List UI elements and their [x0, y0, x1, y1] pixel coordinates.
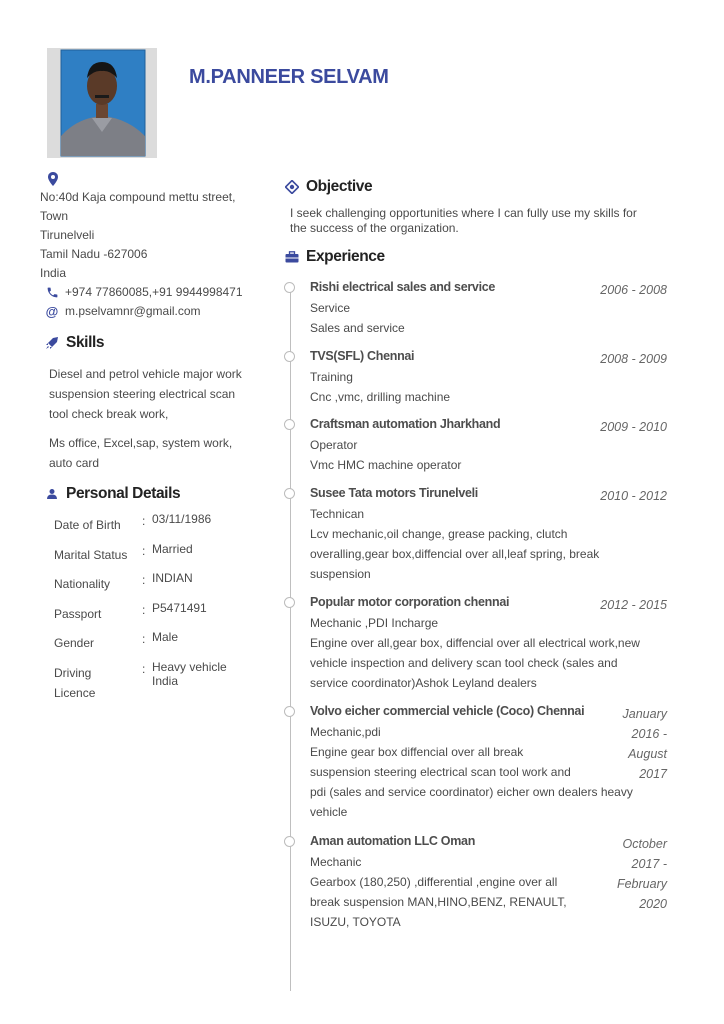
- experience-heading: Experience: [284, 248, 385, 266]
- address-line: No:40d Kaja compound mettu street,: [40, 190, 236, 204]
- address-line: Tamil Nadu -627006: [40, 247, 148, 261]
- timeline-dot: [284, 836, 295, 847]
- job-date: January 2016 - August 2017: [622, 707, 667, 781]
- job-date: 2012 - 2015: [600, 598, 667, 612]
- detail-row: [54, 571, 264, 601]
- skills-heading: Skills: [44, 334, 104, 352]
- job-title: Popular motor corporation chennai: [310, 595, 510, 609]
- timeline-line: [290, 283, 291, 991]
- detail-row: [54, 542, 264, 572]
- address-line: Town: [40, 209, 69, 223]
- email-text: m.pselvamnr@gmail.com: [65, 304, 201, 318]
- job-date: 2009 - 2010: [600, 420, 667, 434]
- detail-row: [54, 630, 264, 660]
- job-description: Mechanic Gearbox (180,250) ,differential ,engine over all break suspension MAN,HINO,BENZ, RENAULT, ISUZU, TOYOTA: [310, 855, 567, 929]
- timeline-dot: [284, 419, 295, 430]
- detail-colon: :: [142, 573, 146, 587]
- detail-label: Nationality: [54, 577, 111, 591]
- detail-value: P5471491: [152, 600, 207, 615]
- job-description: Operator Vmc HMC machine operator: [310, 438, 462, 472]
- address-line: Tirunelveli: [40, 228, 95, 242]
- phone-icon: [44, 285, 60, 301]
- detail-value: Married: [152, 541, 193, 556]
- rocket-icon: [44, 335, 60, 351]
- detail-label: Date of Birth: [54, 518, 121, 532]
- user-icon: [44, 486, 60, 502]
- job-title: Craftsman automation Jharkhand: [310, 417, 501, 431]
- timeline-dot: [284, 706, 295, 717]
- personal-details-table: [54, 512, 264, 704]
- at-sign-icon: @: [45, 304, 59, 319]
- job-date: 2006 - 2008: [600, 283, 667, 297]
- detail-row: [54, 601, 264, 631]
- timeline-dot: [284, 282, 295, 293]
- job-title: Rishi electrical sales and service: [310, 280, 496, 294]
- detail-value: 03/11/1986: [152, 512, 212, 526]
- job-description: Training Cnc ,vmc, drilling machine: [310, 370, 451, 404]
- detail-value: INDIAN: [152, 571, 193, 585]
- timeline-dot: [284, 597, 295, 608]
- detail-colon: :: [142, 543, 146, 558]
- detail-colon: :: [142, 661, 146, 676]
- job-date: 2008 - 2009: [600, 352, 667, 366]
- job-description: Technican Lcv mechanic,oil change, grease packing, clutch overalling,gear box,diffencial over all,leaf spring, break suspension: [310, 507, 600, 581]
- timeline-dot: [284, 488, 295, 499]
- objective-heading: Objective: [284, 178, 372, 196]
- objective-text: I seek challenging opportunities where I can fully use my skills for the success of the organization.: [290, 206, 637, 235]
- detail-colon: :: [142, 632, 146, 646]
- email-row: [44, 302, 262, 321]
- detail-label: Driving Licence: [54, 665, 96, 700]
- job-title: TVS(SFL) Chennai: [310, 349, 415, 363]
- skill-item: Ms office, Excel,sap, system work, auto card: [49, 436, 233, 470]
- profile-photo: [47, 48, 157, 158]
- detail-value: Male: [152, 630, 179, 644]
- detail-label: Gender: [54, 636, 95, 650]
- detail-row: [54, 512, 264, 542]
- candidate-name: M.PANNEER SELVAM: [189, 66, 389, 88]
- phone-text: +974 77860085,+91 9944998471: [65, 285, 243, 299]
- map-pin-icon: [48, 172, 58, 186]
- crosshair-diamond-icon: [284, 179, 300, 195]
- detail-colon: :: [142, 602, 146, 617]
- detail-row: [54, 660, 264, 704]
- briefcase-icon: [284, 249, 300, 265]
- skill-item: Diesel and petrol vehicle major work suspension steering electrical scan tool check break work,: [49, 367, 242, 421]
- personal-details-heading: Personal Details: [44, 485, 180, 503]
- job-date: October 2017 - February 2020: [616, 837, 667, 911]
- phone-row: [44, 283, 262, 302]
- job-title: Susee Tata motors Tirunelveli: [310, 486, 478, 500]
- job-title: Volvo eicher commercial vehicle (Coco) Chennai: [310, 704, 585, 718]
- job-description: Service Sales and service: [310, 301, 405, 335]
- job-title: Aman automation LLC Oman: [310, 834, 476, 848]
- job-description: Mechanic ,PDI Incharge Engine over all,gear box, diffencial over all electrical work,new vehicle inspection and delivery scan tool check (sales and service coordinator)Ashok Leyland dealers: [310, 616, 640, 690]
- detail-colon: :: [142, 514, 146, 528]
- job-date: 2010 - 2012: [600, 489, 667, 503]
- detail-label: Marital Status: [54, 547, 128, 562]
- detail-value: Heavy vehicle India: [152, 659, 227, 688]
- detail-label: Passport: [54, 606, 102, 621]
- address-line: India: [40, 266, 67, 280]
- job-description: Mechanic,pdi Engine gear box diffencial over all break suspension steering electrical scan tool work and pdi (sales and service coordinator) eicher own dealers heavy vehicle: [310, 725, 633, 819]
- timeline-dot: [284, 351, 295, 362]
- contact-block: [40, 172, 262, 321]
